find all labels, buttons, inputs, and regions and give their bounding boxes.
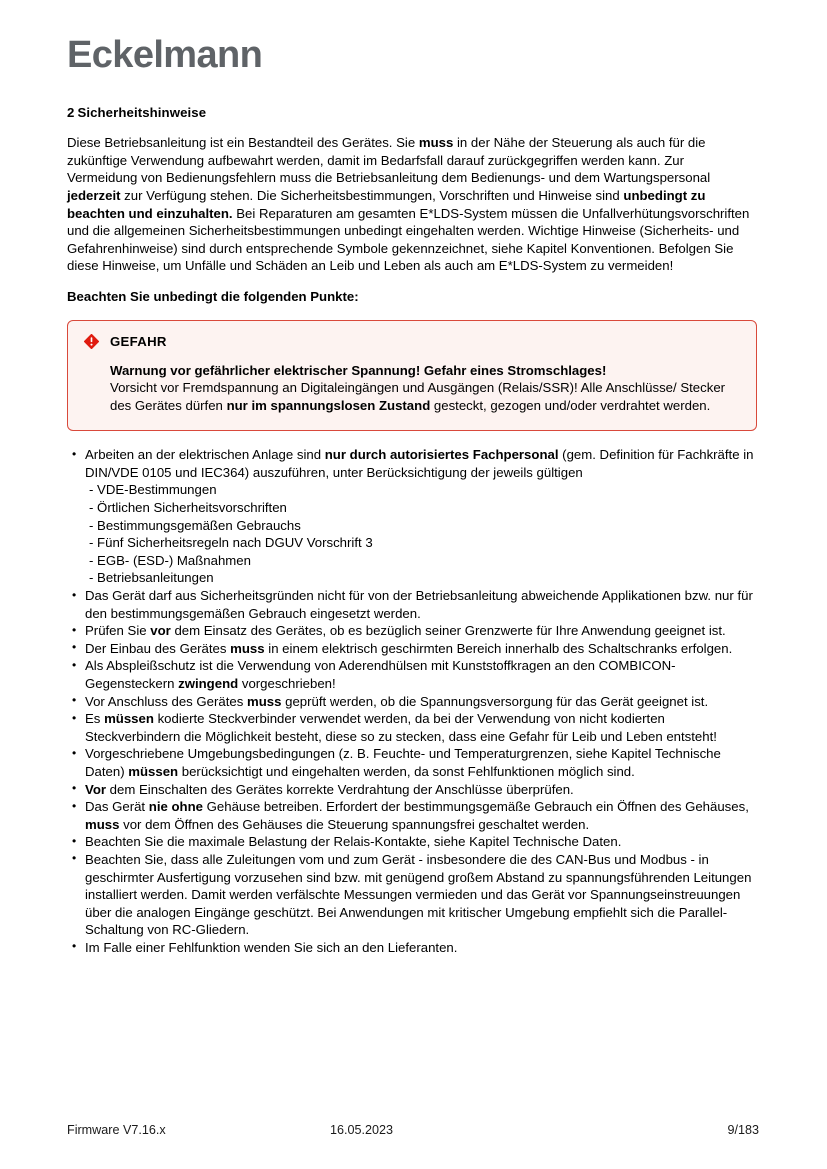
danger-diamond-icon xyxy=(84,334,99,349)
list-item xyxy=(67,798,757,833)
footer-date: 16.05.2023 xyxy=(329,1123,393,1137)
list-item xyxy=(67,781,757,799)
list-item-subline: - Bestimmungsgemäßen Gebrauchs xyxy=(89,517,301,533)
footer-page-number: 9/183 xyxy=(727,1123,759,1137)
list-item-text: Es müssen kodierte Steckverbinder verwendet werden, da bei der Verwendung von nicht kodierten Steckverbindern die Möglichkeit besteht, diese so zu stecken, dass eine Gefahr für Leib und Leben entsteht! xyxy=(85,711,717,744)
list-item-text: Der Einbau des Gerätes muss in einem elektrisch geschirmten Bereich innerhalb des Schaltschranks erfolgen. xyxy=(85,640,733,656)
page-footer xyxy=(67,1123,759,1137)
list-item-text: Im Falle einer Fehlfunktion wenden Sie sich an den Lieferanten. xyxy=(85,939,458,955)
list-item xyxy=(67,851,757,939)
list-item-text: Vorgeschriebene Umgebungsbedingungen (z. B. Feuchte- und Temperaturgrenzen, siehe Kapitel Technische Daten) müssen berücksichtigt und eingehalten werden, da sonst Fehlfunktionen möglich sind. xyxy=(85,746,721,779)
intro-paragraph: Diese Betriebsanleitung ist ein Bestandteil des Gerätes. Sie muss in der Nähe der Steuerung als auch für die zukünftige Verwendung aufbewahrt werden, damit im Bedarfsfall darauf zurückgegriffen werden kann. Zur Vermeidung von Bedienungsfehlern muss die Betriebsanleitung dem Bedienungs- und dem Wartungspersonal jederzeit zur Verfügung stehen. Die Sicherheitsbestimmungen, Vorschriften und Hinweise sind unbedingt zu beachten und einzuhalten. Bei Reparaturen am gesamten E*LDS-System müssen die Unfallverhütungsvorschriften und die allgemeinen Sicherheitsbestimmungen unbedingt eingehalten werden. Wichtige Hinweise (Sicherheits- und Gefahrenhinweise) sind durch entsprechende Symbole gekennzeichnet, siehe Kapitel Konventionen. Befolgen Sie diese Hinweise, um Unfälle und Schäden an Leib und Leben als auch am E*LDS-System zu vermeiden! xyxy=(67,135,750,274)
list-item xyxy=(67,833,757,851)
list-item xyxy=(67,587,757,622)
section-number: 2 xyxy=(67,105,75,120)
danger-label: GEFAHR xyxy=(110,333,167,349)
page-content xyxy=(67,104,757,957)
company-logo: Eckelmann xyxy=(67,34,263,76)
list-item-subline: - Betriebsanleitungen xyxy=(89,570,214,586)
list-item-text: Das Gerät darf aus Sicherheitsgründen nicht für von der Betriebsanleitung abweichende Applikationen bzw. nur für den bestimmungsgemäßen Gebrauch eingesetzt werden. xyxy=(85,588,753,621)
list-item-text: Arbeiten an der elektrischen Anlage sind nur durch autorisiertes Fachpersonal (gem. Definition für Fachkräfte in DIN/VDE 0105 und IEC364) auszuführen, unter Berücksichtigung der jeweils gültigen xyxy=(85,447,754,480)
list-item xyxy=(67,640,757,658)
section-title-text: Sicherheitshinweise xyxy=(77,105,207,120)
list-item-text: Vor Anschluss des Gerätes muss geprüft werden, ob die Spannungsversorgung für das Gerät geeignet ist. xyxy=(85,693,709,709)
list-item xyxy=(67,657,757,692)
list-item xyxy=(67,939,757,957)
list-item-subline: - EGB- (ESD-) Maßnahmen xyxy=(89,552,251,568)
danger-callout-box xyxy=(67,320,757,432)
list-item-text: Beachten Sie die maximale Belastung der Relais-Kontakte, siehe Kapitel Technische Daten. xyxy=(85,834,622,850)
list-item-text: Prüfen Sie vor dem Einsatz des Gerätes, ob es bezüglich seiner Grenzwerte für Ihre Anwendung geeignet ist. xyxy=(85,623,726,639)
list-item-text: Beachten Sie, dass alle Zuleitungen vom und zum Gerät - insbesondere die des CAN-Bus und Modbus - in geschirmter Ausfertigung vorzusehen sind bzw. mit genügend großem Abstand zu spannungsführenden Leitungen installiert werden. Damit werden verfälschte Messungen vermieden und das Gerät vor Spannungseinstreuungen über die analogen Eingänge geschützt. Bei Anwendungen mit kritischer Umgebung empfiehlt sich die Parallel-Schaltung von RC-Gliedern. xyxy=(85,851,752,938)
danger-body xyxy=(84,362,740,415)
list-item-text: Vor dem Einschalten des Gerätes korrekte Verdrahtung der Anschlüsse überprüfen. xyxy=(85,781,574,797)
footer-firmware: Firmware V7.16.x xyxy=(67,1123,166,1137)
list-item xyxy=(67,693,757,711)
lead-in-text: Beachten Sie unbedingt die folgenden Punkte: xyxy=(67,288,359,304)
danger-headline: Warnung vor gefährlicher elektrischer Spannung! Gefahr eines Stromschlages! xyxy=(110,362,607,378)
page-title xyxy=(67,104,757,121)
list-item-subline: - Fünf Sicherheitsregeln nach DGUV Vorschrift 3 xyxy=(89,535,373,551)
list-item-subline: - Örtlichen Sicherheitsvorschriften xyxy=(89,500,287,516)
list-item xyxy=(67,446,757,587)
list-item-subline: - VDE-Bestimmungen xyxy=(89,482,217,498)
safety-bullet-list xyxy=(67,446,757,956)
list-item xyxy=(67,710,757,745)
danger-header xyxy=(84,334,740,349)
list-item-sublines xyxy=(85,481,757,587)
list-item-text: Als Abspleißschutz ist die Verwendung von Aderendhülsen mit Kunststoffkragen an den COMBICON-Gegensteckern zwingend vorgeschrieben! xyxy=(85,658,676,691)
list-item-text: Das Gerät nie ohne Gehäuse betreiben. Erfordert der bestimmungsgemäße Gebrauch ein Öffnen des Gehäuses, muss vor dem Öffnen des Gehäuses die Steuerung spannungsfrei geschaltet werden. xyxy=(85,799,749,832)
list-item xyxy=(67,745,757,780)
danger-detail-text: Vorsicht vor Fremdspannung an Digitaleingängen und Ausgängen (Relais/SSR)! Alle Anschlüsse/ Stecker des Gerätes dürfen nur im spannungslosen Zustand gesteckt, gezogen und/oder verdrahtet werden. xyxy=(110,380,726,413)
list-item xyxy=(67,622,757,640)
